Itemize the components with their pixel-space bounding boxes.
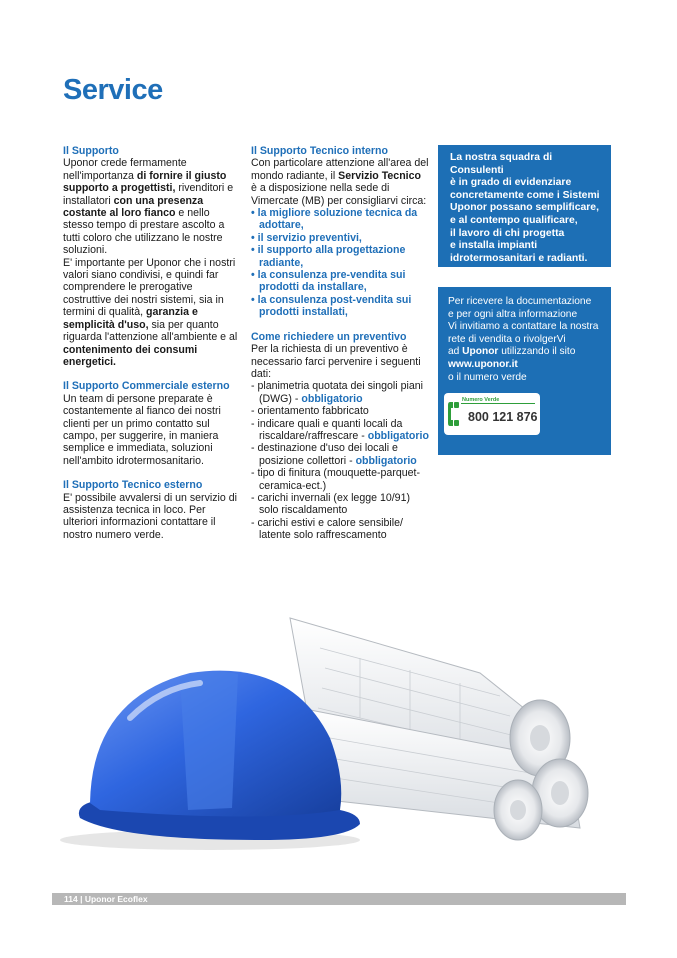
list-item: - carichi invernali (ex legge 10/91) solo riscaldamento — [251, 491, 410, 517]
preventivo-paragraph: Per la richiesta di un preventivo è necessario farci pervenire i seguenti dati: — [251, 343, 421, 380]
list-item: - destinazione d'uso dei locali e posizione collettori - obbligatorio — [251, 442, 417, 467]
box-line: Vi invitiamo a contattare la nostra — [448, 321, 599, 333]
list-item: • la migliore soluzione tecnica da adottare, — [251, 207, 418, 232]
box-line: e al contempo qualificare, — [450, 214, 578, 226]
list-item: - tipo di finitura (mouquette-parquet-ceramica-ect.) — [251, 467, 420, 492]
section-heading-commerciale: Il Supporto Commerciale esterno — [63, 380, 230, 393]
helmet-blueprints-image — [60, 578, 620, 856]
box-line: rete di vendita o rivolgerVi — [448, 333, 566, 345]
box-line: è in grado di evidenziare — [450, 177, 572, 189]
tecnico-interno-paragraph: Con particolare attenzione all'area del mondo radiante, il Servizio Tecnico è a disposizione nella sede di Vimercate (MB) per consigliarvi circa: — [251, 157, 429, 207]
list-item: • la consulenza post-vendita sui prodotti installati, — [251, 293, 412, 319]
section-heading-tecnico-esterno: Il Supporto Tecnico esterno — [63, 479, 203, 492]
requirements-list — [251, 380, 429, 541]
commerciale-paragraph: Un team di persone preparate è costantemente al fianco dei nostri clienti per un primo contatto sul campo, per suggerire, in maniera semplice e immediata, soluzioni nell'ambito idrotermosanitario. — [63, 392, 221, 467]
footer-text: 114 | Uponor Ecoflex — [64, 894, 148, 904]
services-list — [251, 207, 429, 319]
box-line: o il numero verde — [448, 371, 527, 383]
box-line: concretamente come i Sistemi — [450, 189, 600, 201]
box-line: idrotermosanitari e radianti. — [450, 252, 588, 264]
list-item: • il supporto alla progettazione radiante, — [251, 244, 406, 269]
website-link[interactable]: www.uponor.it — [448, 358, 518, 370]
supporto-paragraph-1: Uponor crede fermamente nell'importanza di fornire il giusto supporto a progettisti, rivenditori e installatori con una presenza costante al loro fianco e nello stesso tempo di prestare ascolto a tutti coloro che utilizzano le nostre soluzioni. — [63, 157, 234, 257]
column-1 — [63, 145, 243, 541]
page-title: Service — [63, 74, 163, 106]
box-line: La nostra squadra di Consulenti — [450, 152, 553, 176]
list-item: • il servizio preventivi, — [251, 231, 362, 244]
list-item: - indicare quali e quanti locali da riscaldare/raffrescare - obbligatorio — [251, 417, 429, 442]
tecnico-esterno-paragraph: E' possibile avvalersi di un servizio di assistenza tecnica in loco. Per ulteriori informazioni contattare il nostro numero verde. — [63, 491, 237, 541]
box-line: e installa impianti — [450, 240, 538, 252]
section-heading-supporto: Il Supporto — [63, 145, 119, 157]
list-item: - planimetria quotata dei singoli piani (DWG) - obbligatorio — [251, 380, 423, 405]
list-item: - carichi estivi e calore sensibile/ latente solo raffrescamento — [251, 516, 403, 542]
list-item: - orientamento fabbricato — [251, 405, 369, 418]
toll-free-label: Numero Verde — [462, 397, 500, 403]
phone-icon — [448, 401, 460, 427]
box-line: Per ricevere la documentazione — [448, 296, 592, 307]
box-line: il lavoro di chi progetta — [450, 227, 565, 239]
box-line: e per ogni altra informazione — [448, 308, 578, 320]
section-heading-preventivo: Come richiedere un preventivo — [251, 330, 407, 343]
box-line: ad Uponor utilizzando il sito — [448, 346, 576, 358]
list-item: • la consulenza pre-vendita sui prodotti da installare, — [251, 269, 406, 294]
divider — [461, 403, 535, 404]
section-heading-tecnico-interno: Il Supporto Tecnico interno — [251, 145, 388, 157]
toll-free-number: 800 121 876 — [468, 410, 538, 424]
column-2 — [251, 145, 429, 542]
toll-free-badge[interactable] — [444, 393, 540, 435]
supporto-paragraph-2: E' importante per Uponor che i nostri valori siano condivisi, e quindi far comprendere le prerogative costruttive dei nostri sistemi, sia in termini di qualità, garanzia e semplicità d'uso, sia per quanto riguarda l'attenzione all'ambiente e al contenimento dei consumi energetici. — [63, 256, 238, 368]
box-line: Uponor possano semplificare, — [450, 202, 599, 214]
page-footer — [52, 893, 626, 905]
consultants-box — [438, 145, 611, 267]
